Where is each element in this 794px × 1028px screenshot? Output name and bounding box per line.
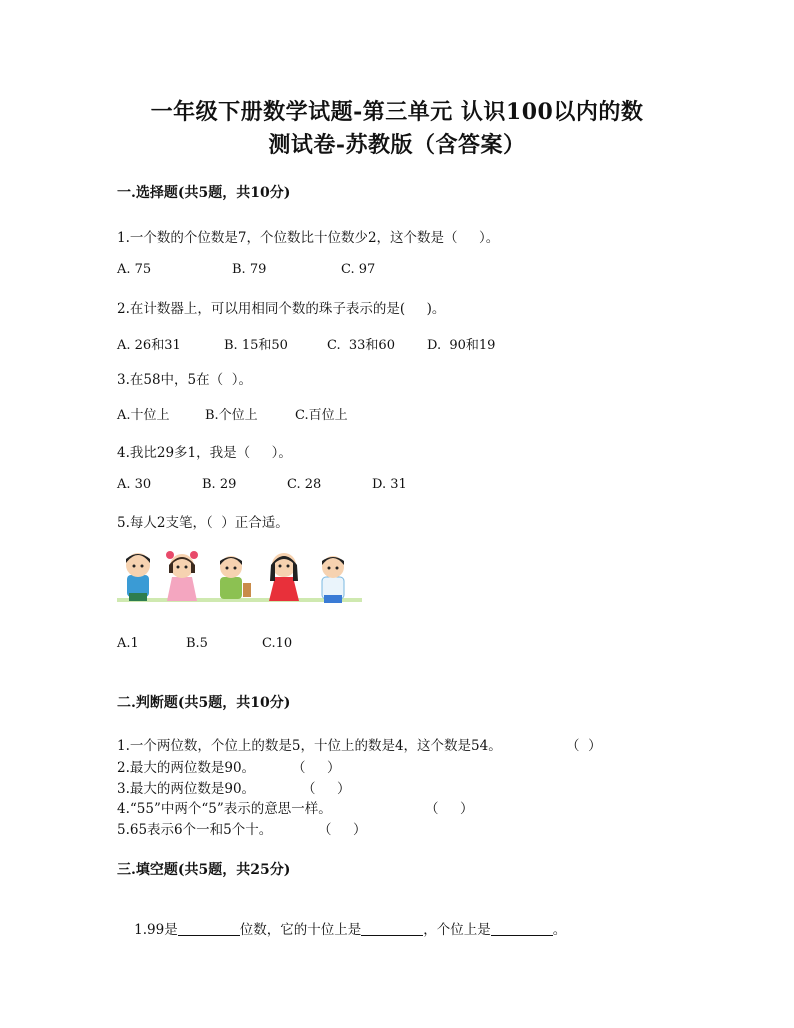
child-boy-1	[126, 553, 150, 601]
q1-option-b: B. 79	[232, 262, 267, 277]
tf-item-2: 2.最大的两位数是90。	[117, 760, 256, 776]
q2-option-c: C. 33和60	[327, 338, 395, 353]
child-girl-1	[166, 551, 198, 601]
tf-item-2-paren: （ ）	[292, 760, 341, 776]
q5-text: 5.每人2支笔，（ ）正合适。	[117, 515, 289, 531]
fill-q1	[117, 902, 566, 954]
q4-option-d: D. 31	[372, 477, 407, 492]
child-girl-2	[269, 553, 299, 601]
child-boy-2	[220, 556, 251, 599]
fill-q1-blank-1[interactable]	[178, 921, 240, 936]
q3-option-a: A.十位上	[117, 408, 170, 423]
q2-option-d: D. 90和19	[427, 338, 496, 353]
fill-q1-part3: ，个位上是	[423, 922, 491, 938]
q5-option-b: B.5	[186, 636, 208, 651]
q4-text: 4.我比29多1，我是（ ）。	[117, 445, 292, 461]
fill-q1-part2: 位数，它的十位上是	[239, 922, 362, 938]
tf-item-5: 5.65表示6个一和5个十。	[117, 822, 273, 838]
tf-item-4: 4.“55”中两个“5”表示的意思一样。	[117, 801, 332, 817]
tf-item-3-paren: （ ）	[302, 781, 351, 797]
q5-option-c: C.10	[262, 636, 293, 651]
tf-item-4-paren: （ ）	[425, 801, 474, 817]
q5-option-a: A.1	[117, 636, 139, 651]
q4-option-c: C. 28	[287, 477, 322, 492]
q1-option-c: C. 97	[341, 262, 376, 277]
fill-q1-blank-3[interactable]	[491, 921, 553, 936]
section3-heading: 三.填空题(共5题，共25分)	[117, 862, 291, 878]
q3-text: 3.在58中，5在（ ）。	[117, 372, 252, 388]
document-title-line2: 测试卷-苏教版（含答案）	[268, 132, 526, 158]
children-illustration	[117, 547, 362, 607]
q3-option-c: C.百位上	[295, 408, 348, 423]
tf-item-1: 1.一个两位数，个位上的数是5，十位上的数是4，这个数是54。	[117, 738, 502, 754]
q4-option-a: A. 30	[117, 477, 152, 492]
fill-q1-blank-2[interactable]	[361, 921, 423, 936]
tf-item-3: 3.最大的两位数是90。	[117, 781, 256, 797]
q3-option-b: B.个位上	[205, 408, 258, 423]
tf-item-1-paren: （ ）	[566, 738, 602, 754]
q1-option-a: A. 75	[117, 262, 152, 277]
tf-item-5-paren: （ ）	[318, 822, 367, 838]
section2-heading: 二.判断题(共5题，共10分)	[117, 695, 291, 711]
q4-option-b: B. 29	[202, 477, 237, 492]
q1-text: 1.一个数的个位数是7，个位数比十位数少2，这个数是（ ）。	[117, 230, 500, 246]
q2-option-b: B. 15和50	[224, 338, 288, 353]
q2-text: 2.在计数器上，可以用相同个数的珠子表示的是( )。	[117, 301, 446, 317]
section1-heading: 一.选择题(共5题，共10分)	[117, 185, 291, 201]
document-title-line1: 一年级下册数学试题-第三单元 认识100以内的数	[150, 99, 644, 125]
fill-q1-part4: 。	[552, 922, 567, 938]
child-boy-3	[322, 556, 344, 603]
q2-option-a: A. 26和31	[117, 338, 181, 353]
fill-q1-part1: 1.99是	[134, 922, 178, 938]
